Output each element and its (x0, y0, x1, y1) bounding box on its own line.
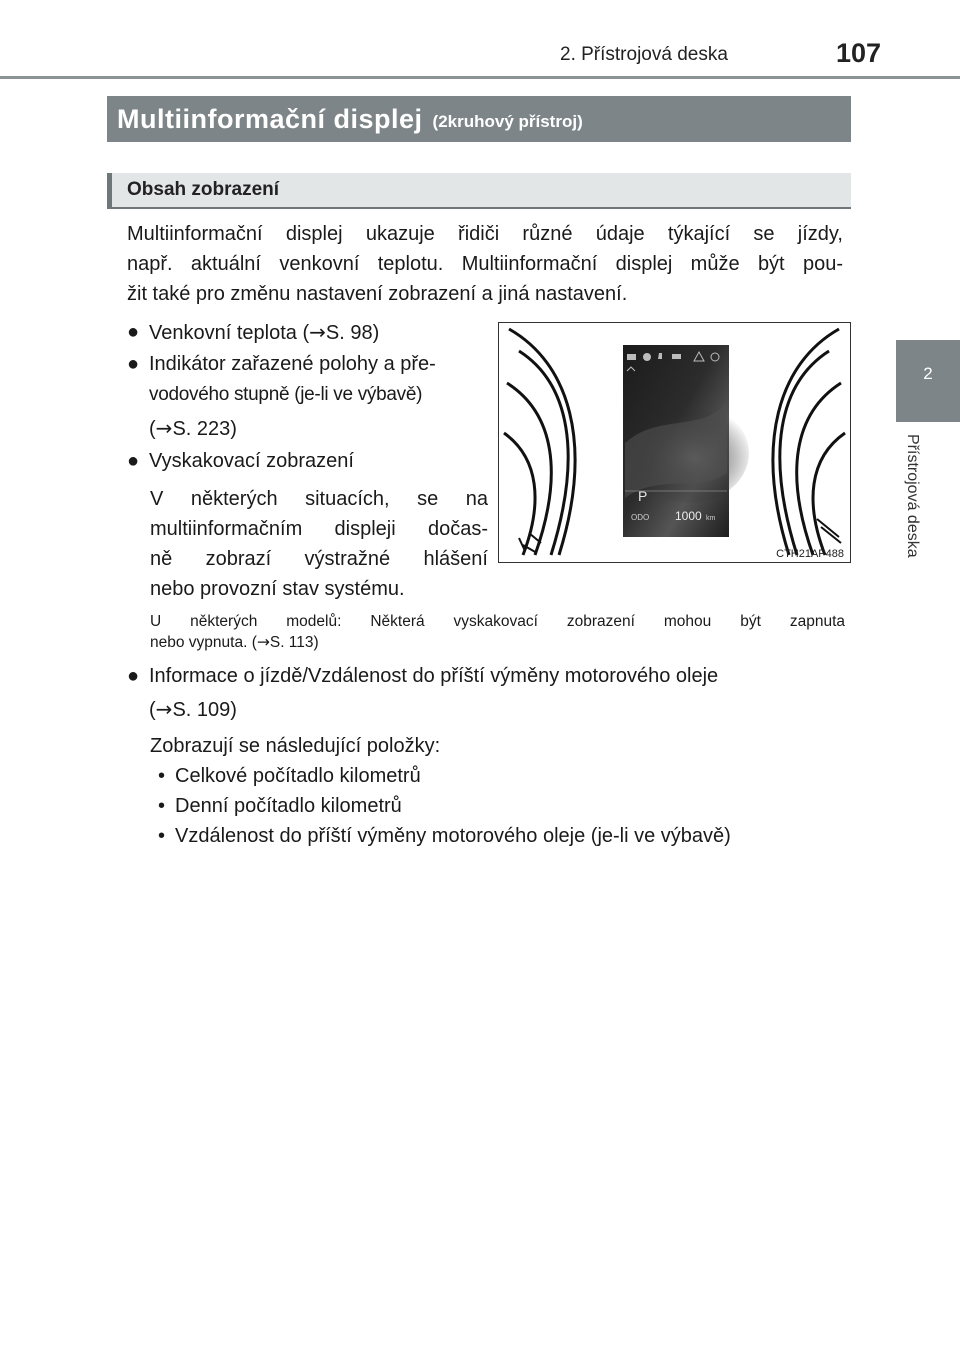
bullet-text: Indikátor zařazené polohy a pře- (149, 353, 436, 375)
note-line: U některých modelů: Některá vyskakovací zobrazení mohou být zapnuta (150, 613, 845, 630)
bullet-description-line: ně zobrazí výstražné hlášení (150, 548, 488, 570)
bullet-text: Vyskakovací zobrazení (149, 450, 354, 472)
bullet-text: Informace o jízdě/Vzdálenost do příští výměny motorového oleje (149, 665, 719, 687)
header-divider (0, 76, 960, 79)
note-line (150, 632, 845, 653)
odo-label: ODO (631, 513, 650, 522)
bullet-continuation: vodového stupně (je-li ve výbavě) (149, 384, 423, 405)
bullet-text: Venkovní teplota ( (149, 322, 310, 344)
section-title-bar (107, 96, 851, 142)
intro-paragraph (127, 219, 843, 309)
page-reference-link[interactable]: S. 113) (269, 634, 319, 651)
arrow-right-icon: → (309, 320, 326, 344)
page-reference-link[interactable]: S. 109) (172, 699, 237, 721)
section-title: Multiinformační displej (117, 103, 423, 134)
bullet-icon: ● (127, 665, 140, 687)
list-bullet: • (158, 765, 166, 787)
left-gauge-arcs (504, 329, 575, 555)
subheading-text: Obsah zobrazení (127, 179, 280, 200)
arrow-right-icon: → (155, 697, 173, 721)
bullet-reference-line (149, 413, 237, 444)
arrow-right-icon: → (155, 416, 173, 440)
chapter-tab (896, 340, 960, 422)
odo-unit: km (706, 515, 716, 522)
list-item-text: Celkové počítadlo kilometrů (175, 765, 421, 787)
bullet-description-line: V některých situacích, se na (150, 488, 488, 510)
arrow-right-icon: → (256, 633, 270, 651)
list-bullet: • (158, 825, 166, 847)
chapter-number: 2 (923, 364, 933, 383)
figure-caption: CTH21AP488 (776, 548, 844, 560)
header-section-title: 2. Přístrojová deska (560, 44, 728, 65)
list-item (158, 761, 421, 791)
subheading (107, 173, 851, 209)
list-item-text: Vzdálenost do příští výměny motorového oleje (je-li ve výbavě) (175, 825, 731, 847)
chapter-label: Přístrojová deska (904, 434, 921, 558)
page-reference-link[interactable]: S. 223) (172, 418, 237, 440)
battery-icon (672, 354, 681, 359)
note-text: nebo vypnuta. ( (150, 634, 257, 651)
list-intro: Zobrazují se následující položky: (150, 735, 441, 757)
bullet-icon: ● (127, 353, 140, 375)
intro-line: např. aktuální venkovní teplotu. Multiinformační displej může být pou- (127, 253, 843, 275)
cluster-illustration (499, 323, 850, 562)
circle-icon (643, 353, 651, 361)
bullet-description-line: multiinformačním displeji dočas- (150, 518, 488, 540)
bullet-description-line: nebo provozní stav systému. (150, 578, 405, 600)
list-item (158, 791, 402, 821)
page-reference-link[interactable]: S. 98) (325, 322, 380, 344)
model-note (150, 612, 845, 653)
ref-paren: ( (149, 418, 156, 440)
instrument-cluster-figure (498, 322, 851, 563)
right-gauge-arcs (773, 329, 845, 555)
list-bullet: • (158, 795, 166, 817)
ref-paren: ( (149, 699, 156, 721)
list-item-text: Denní počítadlo kilometrů (175, 795, 402, 817)
page-number: 107 (836, 38, 882, 68)
odo-value: 1000 (675, 509, 702, 523)
list-item (158, 821, 731, 851)
bullet-icon: ● (127, 450, 140, 472)
bullet-icon: ● (127, 321, 140, 343)
section-subtitle: (2kruhový přístroj) (432, 112, 583, 131)
car-icon (627, 354, 636, 360)
gear-position-text: P (638, 488, 648, 504)
bullet-reference-line (149, 694, 237, 725)
intro-line: Multiinformační displej ukazuje řidiči různé údaje týkající se jízdy, (127, 223, 843, 245)
intro-line: žit také pro změnu nastavení zobrazení a jiná nastavení. (127, 283, 628, 305)
